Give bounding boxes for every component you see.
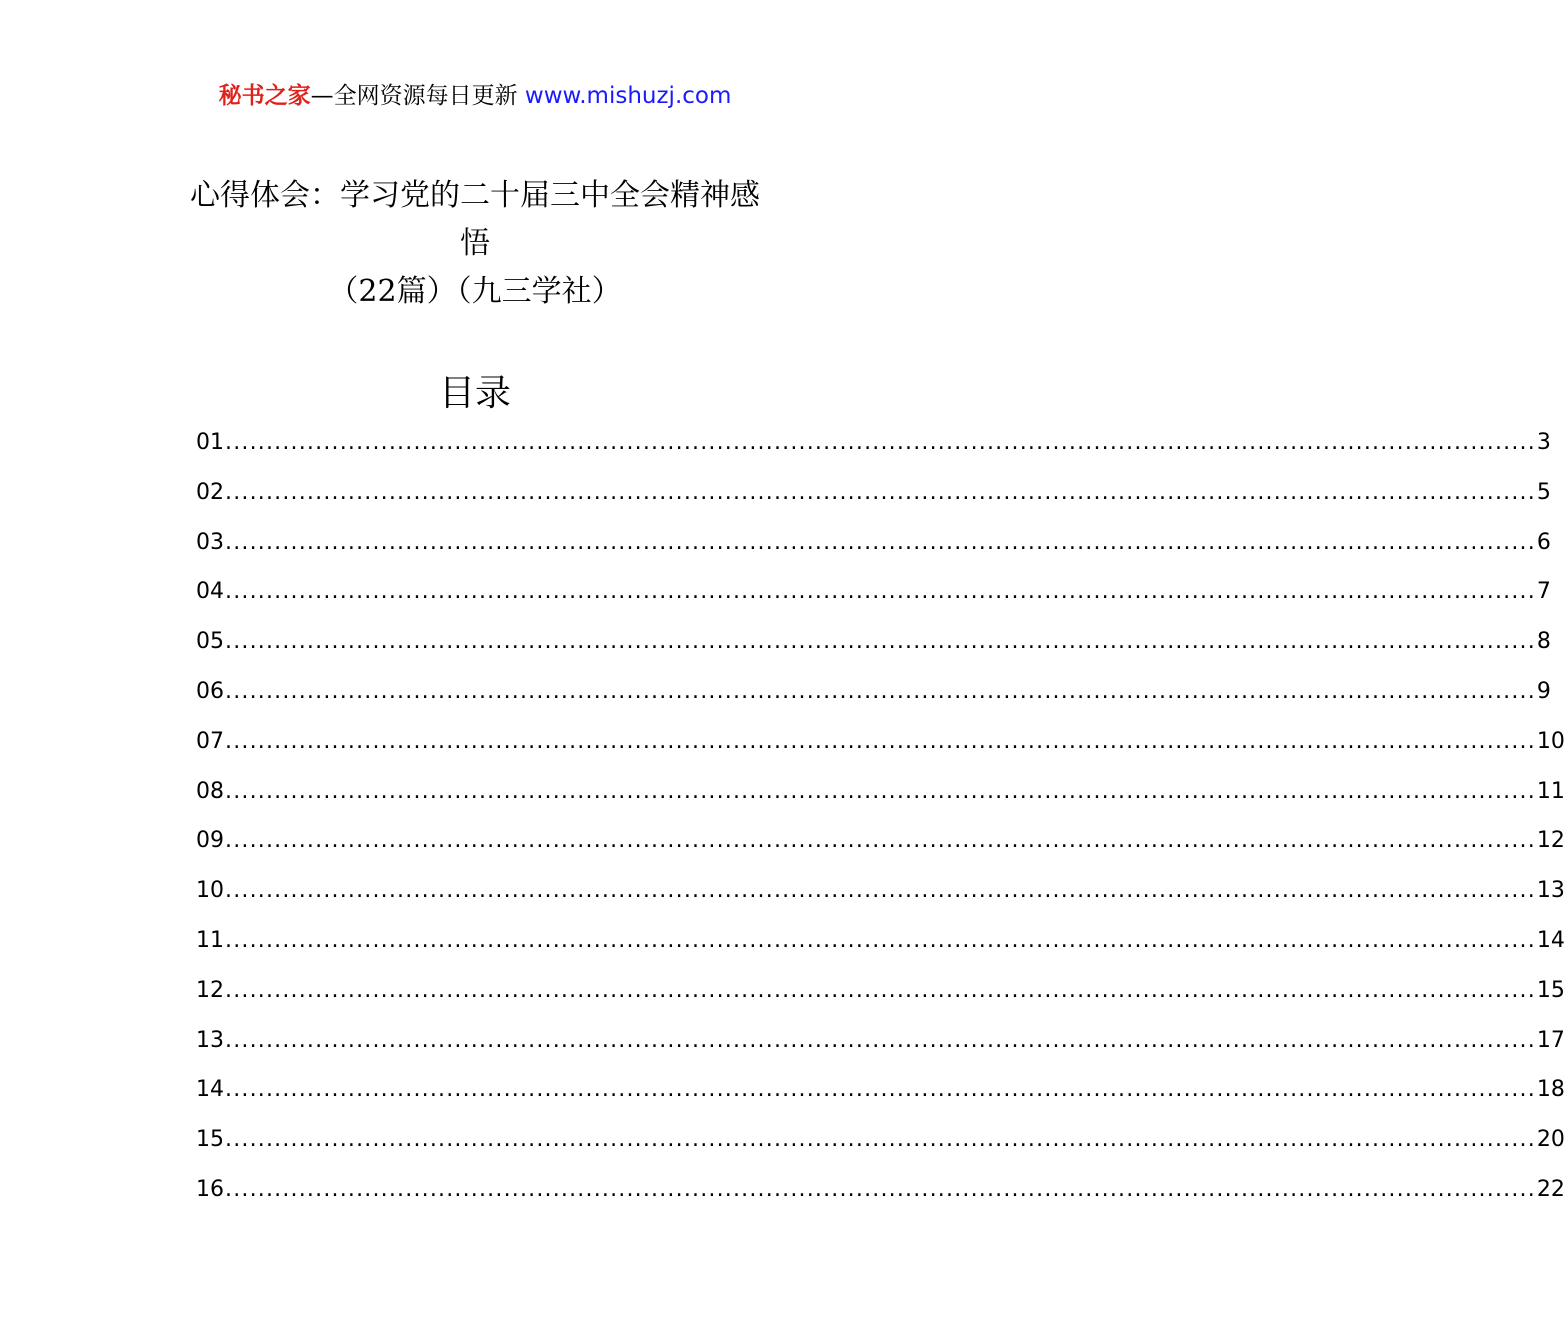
toc-entry-page-number: 5 [1536, 479, 1551, 505]
table-of-contents [196, 428, 1565, 1225]
toc-entry[interactable] [196, 1075, 1565, 1125]
document-subtitle [150, 268, 800, 316]
toc-entry-label: 06 [196, 678, 224, 704]
toc-entry-page-number: 17 [1536, 1027, 1565, 1053]
toc-dot-leader: ................................................................................................................................................................ [225, 828, 1536, 854]
toc-entry-page-number: 22 [1536, 1176, 1565, 1202]
toc-entry[interactable] [196, 1026, 1565, 1076]
toc-entry-label: 12 [196, 977, 224, 1003]
toc-entry-page-number: 8 [1536, 629, 1551, 655]
toc-entry[interactable] [196, 777, 1565, 827]
toc-entry-label: 11 [196, 927, 224, 953]
document-title [150, 172, 800, 316]
toc-entry-label: 13 [196, 1027, 224, 1053]
toc-entry-page-number: 6 [1536, 529, 1551, 555]
subtitle-count: 22 [358, 274, 397, 309]
toc-entry-label: 09 [196, 828, 224, 854]
toc-entry[interactable] [196, 826, 1565, 876]
brand-name: 秘书之家 [218, 83, 311, 109]
toc-entry[interactable] [196, 627, 1551, 677]
toc-entry-label: 02 [196, 479, 224, 505]
toc-entry[interactable] [196, 727, 1565, 777]
toc-entry-page-number: 9 [1536, 678, 1551, 704]
toc-dot-leader: ................................................................................................................................................................ [225, 977, 1536, 1003]
toc-entry-label: 16 [196, 1176, 224, 1202]
toc-dot-leader: ................................................................................................................................................................ [225, 927, 1536, 953]
toc-entry-page-number: 3 [1536, 430, 1551, 455]
toc-dot-leader: ................................................................................................................................................................ [225, 579, 1536, 605]
site-header [0, 80, 950, 112]
toc-entry-label: 05 [196, 629, 224, 655]
toc-dot-leader: ................................................................................................................................................................ [225, 728, 1536, 754]
toc-entry-page-number: 12 [1536, 828, 1565, 854]
toc-dot-leader: ................................................................................................................................................................ [225, 1127, 1536, 1153]
toc-entry-label: 07 [196, 728, 224, 754]
toc-entry[interactable] [196, 577, 1551, 627]
toc-entry[interactable] [196, 926, 1565, 976]
toc-entry-page-number: 7 [1536, 579, 1551, 605]
header-tagline: —全网资源每日更新 [310, 83, 518, 109]
toc-dot-leader: ................................................................................................................................................................ [225, 430, 1536, 455]
toc-dot-leader: ................................................................................................................................................................ [225, 1176, 1536, 1202]
toc-entry-page-number: 11 [1536, 778, 1565, 804]
toc-entry[interactable] [196, 1125, 1565, 1175]
toc-dot-leader: ................................................................................................................................................................ [225, 878, 1536, 904]
title-line-1: 心得体会：学习党的二十届三中全会精神感 [190, 178, 760, 213]
toc-heading: 目录 [438, 373, 511, 414]
toc-entry-label: 03 [196, 529, 224, 555]
toc-dot-leader: ................................................................................................................................................................ [225, 479, 1536, 505]
toc-dot-leader: ................................................................................................................................................................ [225, 678, 1536, 704]
toc-entry-label: 08 [196, 778, 224, 804]
toc-entry[interactable] [196, 1175, 1565, 1225]
subtitle-open: （ [328, 274, 359, 309]
toc-entry[interactable] [196, 528, 1551, 578]
toc-entry[interactable] [196, 677, 1551, 727]
title-line-2: 悟 [460, 226, 490, 261]
toc-dot-leader: ................................................................................................................................................................ [225, 1077, 1536, 1103]
toc-entry-label: 15 [196, 1127, 224, 1153]
toc-entry[interactable] [196, 478, 1551, 528]
toc-entry-page-number: 10 [1536, 728, 1565, 754]
toc-dot-leader: ................................................................................................................................................................ [225, 629, 1536, 655]
toc-entry-label: 10 [196, 878, 224, 904]
toc-dot-leader: ................................................................................................................................................................ [225, 1027, 1536, 1053]
toc-entry-label: 01 [196, 430, 224, 455]
toc-entry-page-number: 14 [1536, 927, 1565, 953]
toc-entry[interactable] [196, 428, 1551, 478]
toc-entry-page-number: 15 [1536, 977, 1565, 1003]
toc-entry-page-number: 20 [1536, 1127, 1565, 1153]
subtitle-rest: 篇）（九三学社） [396, 274, 622, 309]
toc-entry[interactable] [196, 976, 1565, 1026]
toc-entry[interactable] [196, 876, 1565, 926]
site-url-link[interactable]: www.mishuzj.com [524, 83, 732, 109]
toc-entry-label: 04 [196, 579, 224, 605]
toc-entry-page-number: 18 [1536, 1077, 1565, 1103]
toc-dot-leader: ................................................................................................................................................................ [225, 778, 1536, 804]
toc-entry-page-number: 13 [1536, 878, 1565, 904]
toc-dot-leader: ................................................................................................................................................................ [225, 529, 1536, 555]
toc-entry-label: 14 [196, 1077, 224, 1103]
